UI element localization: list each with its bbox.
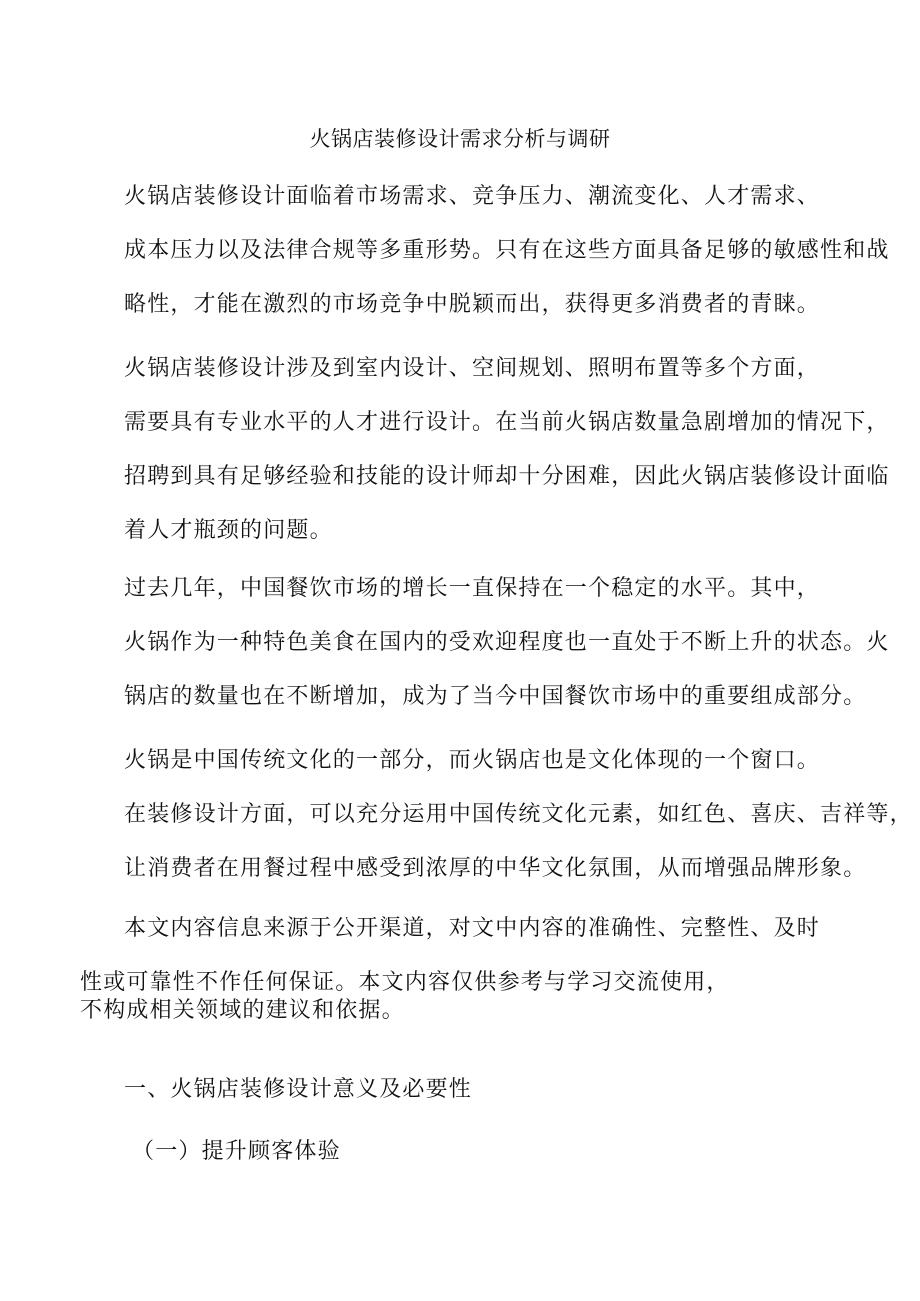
subsection-heading: （一）提升顾客体验	[132, 1139, 341, 1164]
disclaimer-line: 本文内容信息来源于公开渠道，对文中内容的准确性、完整性、及时	[124, 916, 821, 941]
paragraph-line: 需要具有专业水平的人才进行设计。在当前火锅店数量急剧增加的情况下，	[124, 410, 890, 435]
paragraph-market-situation	[80, 170, 890, 332]
paragraph-market-growth	[80, 562, 890, 724]
paragraph-line: 成本压力以及法律合规等多重形势。只有在这些方面具备足够的敏感性和战	[124, 238, 890, 263]
paragraph-line: 过去几年，中国餐饮市场的增长一直保持在一个稳定的水平。其中，	[124, 576, 821, 601]
paragraph-traditional-culture	[80, 734, 913, 896]
paragraph-line: 火锅是中国传统文化的一部分，而火锅店也是文化体现的一个窗口。	[124, 748, 821, 773]
paragraph-line: 让消费者在用餐过程中感受到浓厚的中华文化氛围，从而增强品牌形象。	[124, 856, 867, 881]
paragraph-line: 招聘到具有足够经验和技能的设计师却十分困难，因此火锅店装修设计面临	[124, 464, 890, 489]
paragraph-line: 火锅店装修设计面临着市场需求、竞争压力、潮流变化、人才需求、	[124, 184, 821, 209]
paragraph-line: 火锅店装修设计涉及到室内设计、空间规划、照明布置等多个方面，	[124, 356, 821, 381]
disclaimer-line: 性或可靠性不作任何保证。本文内容仅供参考与学习交流使用，	[80, 970, 730, 995]
section-heading: 一、火锅店装修设计意义及必要性	[124, 1077, 473, 1102]
disclaimer-paragraph	[80, 902, 840, 1024]
paragraph-line: 火锅作为一种特色美食在国内的受欢迎程度也一直处于不断上升的状态。火	[124, 630, 890, 655]
paragraph-line: 在装修设计方面，可以充分运用中国传统文化元素，如红色、喜庆、吉祥等，	[124, 802, 913, 827]
disclaimer-line: 不构成相关领域的建议和依据。	[80, 998, 405, 1023]
paragraph-talent-shortage	[80, 342, 890, 558]
document-title: 火锅店装修设计需求分析与调研	[309, 127, 611, 151]
paragraph-line: 着人才瓶颈的问题。	[124, 518, 333, 543]
paragraph-line: 锅店的数量也在不断增加，成为了当今中国餐饮市场中的重要组成部分。	[124, 684, 867, 709]
paragraph-line: 略性，才能在激烈的市场竞争中脱颖而出，获得更多消费者的青睐。	[124, 292, 821, 317]
